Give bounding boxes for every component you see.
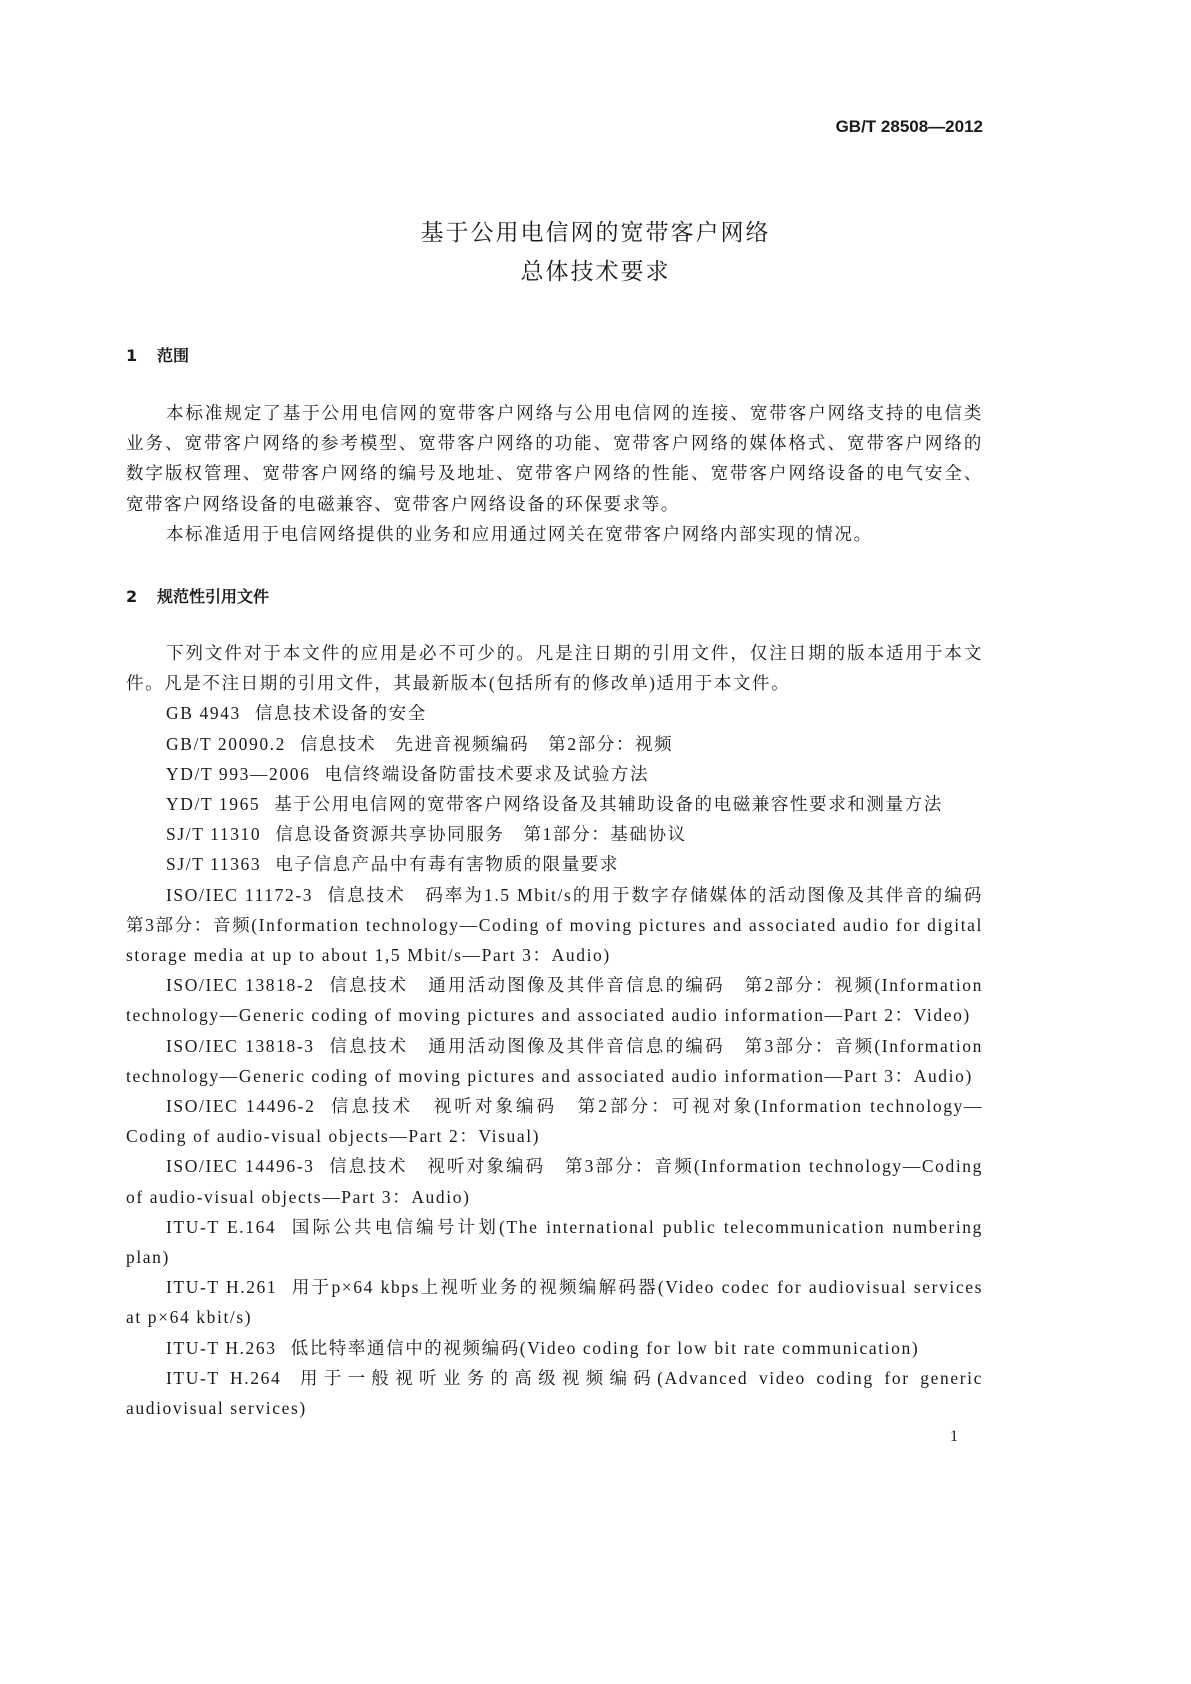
section-2-body <box>126 638 1003 1423</box>
section-1-heading <box>126 343 189 366</box>
reference-title: 用于p×64 kbps上视听业务的视频编解码器(Video codec for audiovisual services at p×64 kbit/s) <box>126 1277 983 1328</box>
document-title-line2: 总体技术要求 <box>520 259 671 285</box>
reference-item <box>126 1091 983 1151</box>
reference-item <box>126 698 983 728</box>
reference-code: SJ/T 11363 <box>166 854 262 875</box>
reference-title: 信息技术 码率为1.5 Mbit/s的用于数字存储媒体的活动图像及其伴音的编码 第3部分：音频(Information technology—Coding of moving pictures and associated audio for digital storage media at up to about 1,5 Mbit/s—Part 3：Audio) <box>126 884 1003 966</box>
reference-item <box>126 1031 983 1091</box>
reference-code: YD/T 1965 <box>166 794 261 815</box>
section-title: 范围 <box>157 346 190 365</box>
reference-code: YD/T 993—2006 <box>166 763 311 784</box>
reference-item <box>126 729 983 759</box>
reference-code: ITU-T H.263 <box>166 1337 277 1358</box>
reference-title: 信息技术 视听对象编码 第3部分：音频(Information technology—Coding of audio-visual objects—Part 3：Audio) <box>126 1156 983 1207</box>
paragraph: 下列文件对于本文件的应用是必不可少的。凡是注日期的引用文件，仅注日期的版本适用于本文件。凡是不注日期的引用文件，其最新版本(包括所有的修改单)适用于本文件。 <box>126 643 983 694</box>
reference-code: ISO/IEC 14496-2 <box>166 1096 316 1117</box>
reference-title: 信息技术 通用活动图像及其伴音信息的编码 第2部分：视频(Information technology—Generic coding of moving pictures and associated audio information—Part 2：Video) <box>126 975 983 1026</box>
reference-item <box>126 1212 983 1272</box>
section-2-heading <box>126 584 269 607</box>
reference-title: 信息设备资源共享协同服务 第1部分：基础协议 <box>275 824 687 845</box>
reference-title: 信息技术 视听对象编码 第2部分：可视对象(Information technology—Coding of audio-visual objects—Part 2：Visual) <box>126 1096 983 1147</box>
reference-item <box>126 849 983 879</box>
reference-code: ITU-T E.164 <box>166 1216 277 1237</box>
reference-title: 信息技术设备的安全 <box>254 703 427 724</box>
section-number: 1 <box>126 346 138 365</box>
reference-title: 国际公共电信编号计划(The international public telecommunication numbering plan) <box>126 1216 983 1268</box>
reference-title: 信息技术 通用活动图像及其伴音信息的编码 第3部分：音频(Information technology—Generic coding of moving pictures and associated audio information—Part 3：Audio) <box>126 1035 983 1086</box>
reference-code: GB 4943 <box>166 703 241 724</box>
section-1-body <box>126 398 983 549</box>
reference-item <box>126 789 983 819</box>
reference-title: 信息技术 先进音视频编码 第2部分：视频 <box>300 733 674 754</box>
reference-code: ISO/IEC 13818-3 <box>166 1035 315 1056</box>
reference-item <box>126 880 1003 971</box>
paragraph: 本标准适用于电信网络提供的业务和应用通过网关在宽带客户网络内部实现的情况。 <box>166 523 873 544</box>
reference-code: ITU-T H.261 <box>166 1277 278 1298</box>
reference-code: GB/T 20090.2 <box>166 733 286 754</box>
paragraph: 本标准规定了基于公用电信网的宽带客户网络与公用电信网的连接、宽带客户网络支持的电信类业务、宽带客户网络的参考模型、宽带客户网络的功能、宽带客户网络的媒体格式、宽带客户网络的数字版权管理、宽带客户网络的编号及地址、宽带客户网络的性能、宽带客户网络设备的电气安全、宽带客户网络设备的电磁兼容、宽带客户网络设备的环保要求等。 <box>126 403 983 514</box>
page-number: 1 <box>950 1428 958 1445</box>
reference-item <box>126 1363 983 1423</box>
reference-title: 用于一般视听业务的高级视频编码(Advanced video coding for generic audiovisual services) <box>126 1367 983 1419</box>
reference-title: 低比特率通信中的视频编码(Video coding for low bit rate communication) <box>290 1337 920 1358</box>
reference-item <box>126 1151 983 1211</box>
reference-item <box>126 819 983 849</box>
section-number: 2 <box>126 587 138 606</box>
reference-title: 电子信息产品中有毒有害物质的限量要求 <box>275 854 620 875</box>
reference-list <box>126 698 1003 1423</box>
reference-code: ISO/IEC 13818-2 <box>166 975 315 996</box>
reference-code: ITU-T H.264 <box>166 1367 282 1388</box>
reference-item <box>126 1333 983 1363</box>
document-title-line1: 基于公用电信网的宽带客户网络 <box>420 220 771 246</box>
reference-item <box>126 970 983 1030</box>
reference-item <box>126 759 983 789</box>
reference-title: 基于公用电信网的宽带客户网络设备及其辅助设备的电磁兼容性要求和测量方法 <box>274 794 943 815</box>
section-title: 规范性引用文件 <box>157 587 270 606</box>
reference-title: 电信终端设备防雷技术要求及试验方法 <box>324 763 650 784</box>
reference-item <box>126 1272 983 1332</box>
reference-code: SJ/T 11310 <box>166 824 262 845</box>
reference-code: ISO/IEC 11172-3 <box>166 884 314 905</box>
standard-number: GB/T 28508—2012 <box>835 117 983 136</box>
reference-code: ISO/IEC 14496-3 <box>166 1156 315 1177</box>
